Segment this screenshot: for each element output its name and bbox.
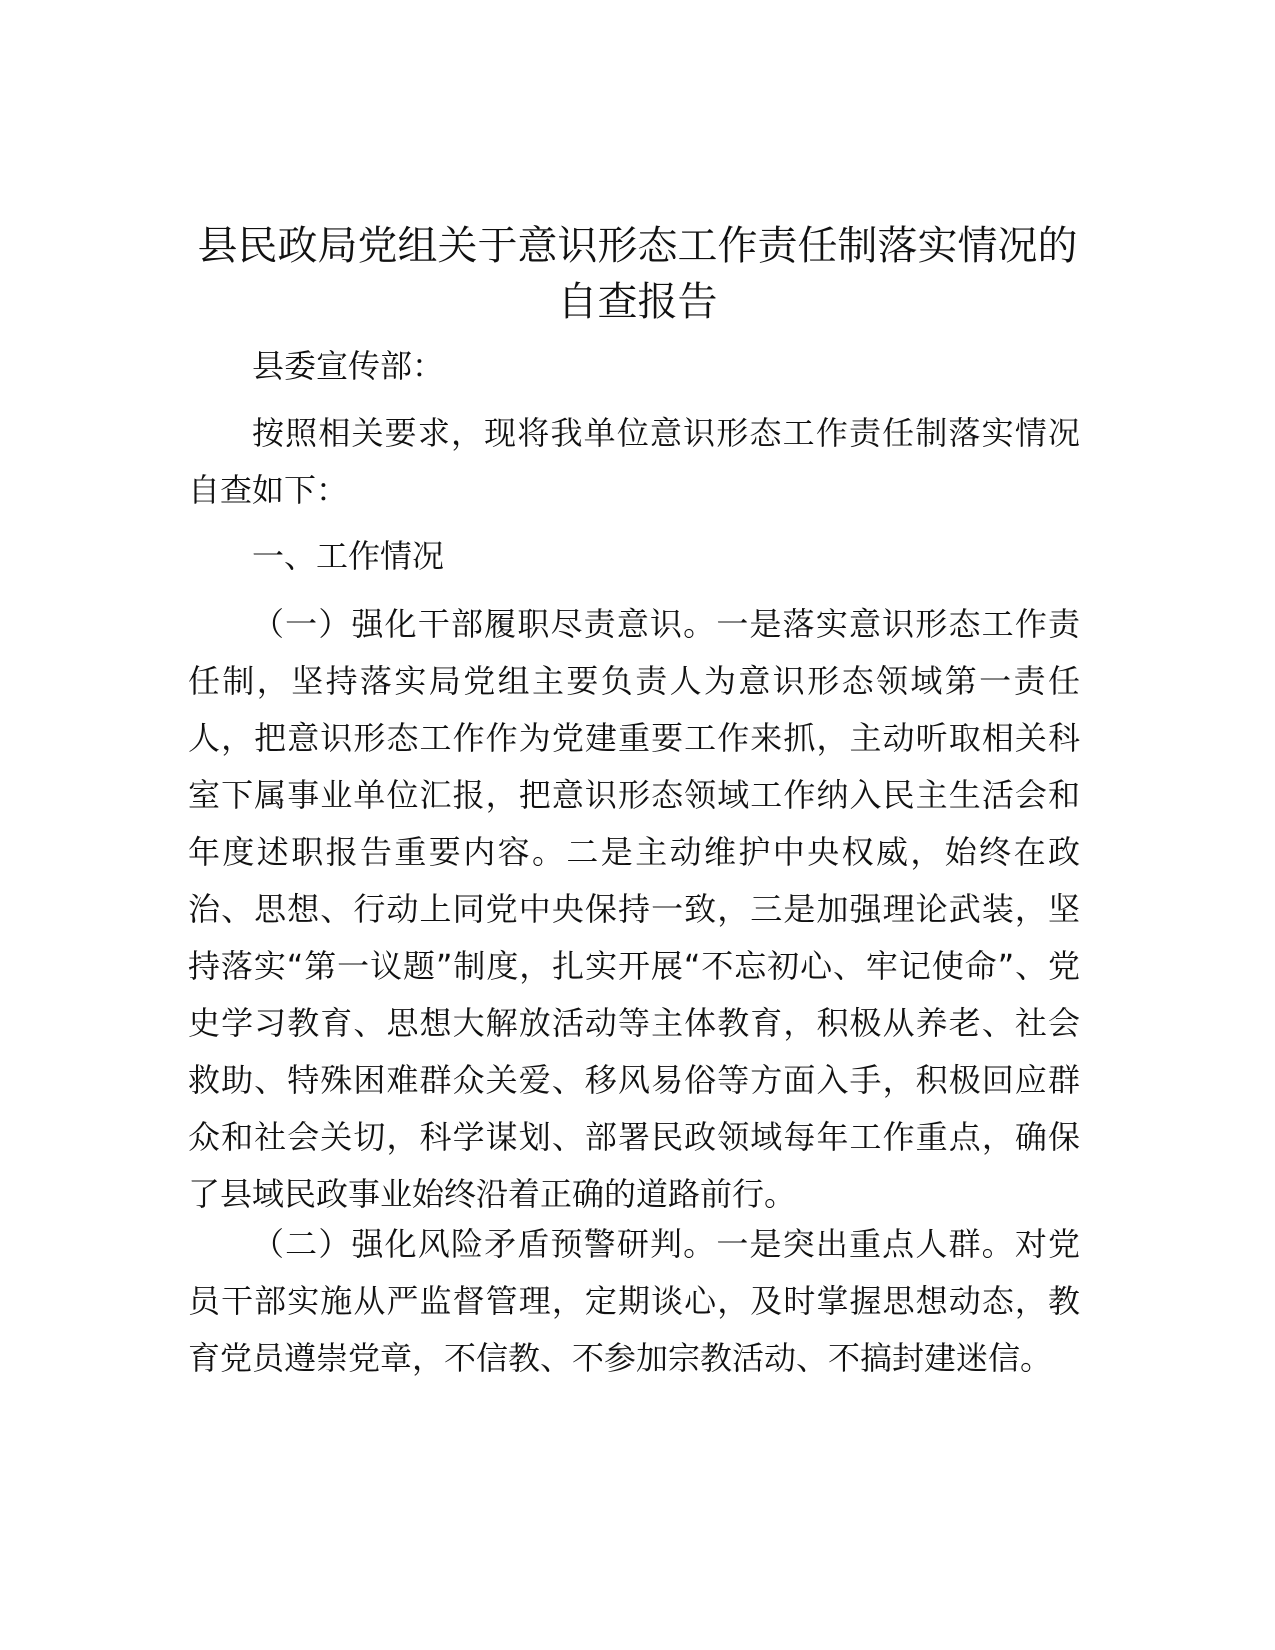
intro-paragraph: 按照相关要求，现将我单位意识形态工作责任制落实情况自查如下： — [188, 414, 1080, 509]
section-heading: 一、工作情况 — [252, 537, 445, 575]
salutation: 县委宣传部： — [252, 347, 445, 385]
document-title: 县民政局党组关于意识形态工作责任制落实情况的自查报告 — [197, 223, 1078, 325]
paragraph-2: （二）强化风险矛盾预警研判。一是突出重点人群。对党员干部实施从严监督管理，定期谈心，及时掌握思想动态，教育党员遵崇党章，不信教、不参加宗教活动、不搞封建迷信。 — [188, 1225, 1080, 1377]
paragraph-1: （一）强化干部履职尽责意识。一是落实意识形态工作责任制，坚持落实局党组主要负责人为意识形态领域第一责任人，把意识形态工作作为党建重要工作来抓，主动听取相关科室下属事业单位汇报，把意识形态领域工作纳入民主生活会和年度述职报告重要内容。二是主动维护中央权威，始终在政治、思想、行动上同党中央保持一致，三是加强理论武装，坚持落实“第一议题”制度，扎实开展“不忘初心、牢记使命”、党史学习教育、思想大解放活动等主体教育，积极从养老、社会救助、特殊困难群众关爱、移风易俗等方面入手，积极回应群众和社会关切，科学谋划、部署民政领域每年工作重点，确保了县域民政事业始终沿着正确的道路前行。 — [188, 605, 1080, 1213]
